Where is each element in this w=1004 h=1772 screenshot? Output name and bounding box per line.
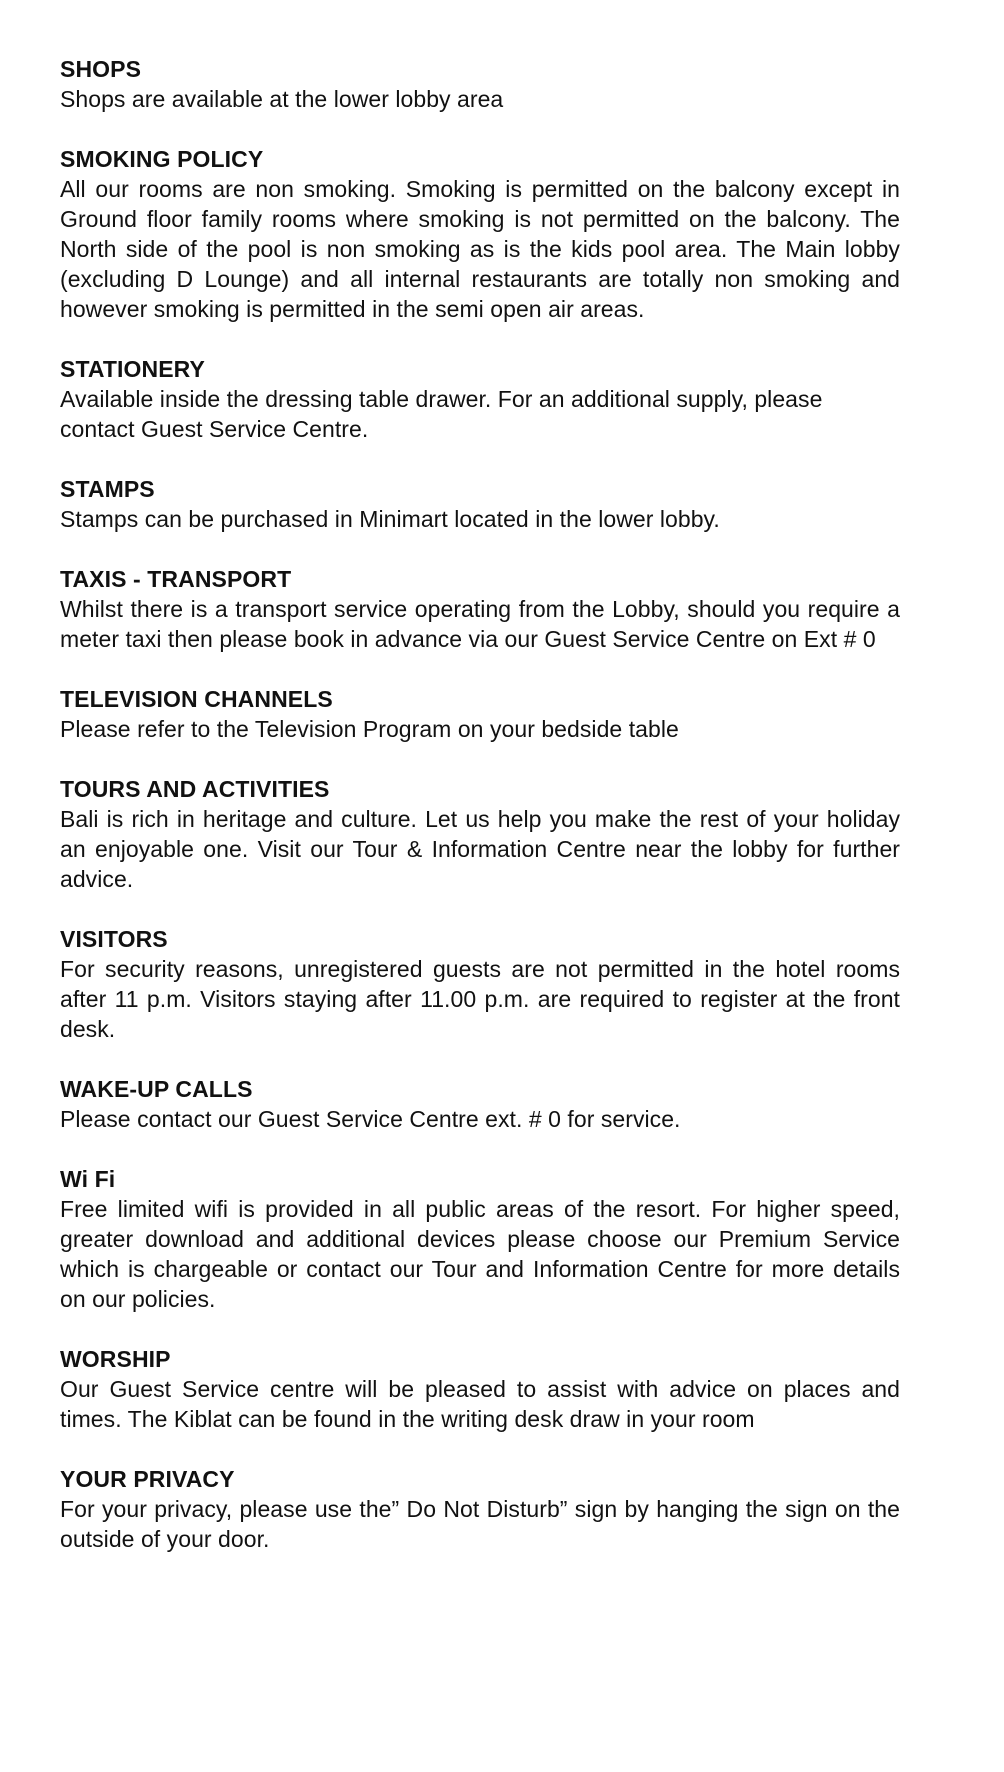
section-stationery bbox=[60, 354, 900, 444]
section-visitors bbox=[60, 924, 900, 1044]
section-body: Whilst there is a transport service operating from the Lobby, should you require a meter taxi then please book in advance via our Guest Service Centre on Ext # 0 bbox=[60, 596, 900, 652]
section-wake-up-calls bbox=[60, 1074, 900, 1134]
section-body: Please contact our Guest Service Centre ext. # 0 for service. bbox=[60, 1106, 681, 1132]
section-worship bbox=[60, 1344, 900, 1434]
section-body: For your privacy, please use the” Do Not Disturb” sign by hanging the sign on the outside of your door. bbox=[60, 1496, 900, 1552]
section-body: Free limited wifi is provided in all public areas of the resort. For higher speed, greater download and additional devices please choose our Premium Service which is chargeable or contact our Tour and Information Centre for more details on our policies. bbox=[60, 1196, 900, 1312]
document-page bbox=[60, 54, 900, 1584]
section-heading: TELEVISION CHANNELS bbox=[60, 686, 333, 712]
section-body: Please refer to the Television Program on your bedside table bbox=[60, 716, 679, 742]
section-heading: STATIONERY bbox=[60, 356, 205, 382]
section-body: Shops are available at the lower lobby area bbox=[60, 86, 504, 112]
section-heading: TAXIS - TRANSPORT bbox=[60, 566, 292, 592]
section-heading: VISITORS bbox=[60, 926, 168, 952]
section-body: Our Guest Service centre will be pleased to assist with advice on places and times. The Kiblat can be found in the writing desk draw in your room bbox=[60, 1376, 900, 1432]
section-television-channels bbox=[60, 684, 900, 744]
section-body: Stamps can be purchased in Minimart located in the lower lobby. bbox=[60, 506, 720, 532]
section-shops bbox=[60, 54, 900, 114]
section-wifi bbox=[60, 1164, 900, 1314]
section-heading: SHOPS bbox=[60, 56, 142, 82]
section-stamps bbox=[60, 474, 900, 534]
section-heading: WAKE-UP CALLS bbox=[60, 1076, 253, 1102]
section-your-privacy bbox=[60, 1464, 900, 1554]
section-heading: TOURS AND ACTIVITIES bbox=[60, 776, 330, 802]
section-heading: WORSHIP bbox=[60, 1346, 171, 1372]
section-body: Available inside the dressing table drawer. For an additional supply, please contact Guest Service Centre. bbox=[60, 386, 823, 442]
section-body: For security reasons, unregistered guests are not permitted in the hotel rooms after 11 p.m. Visitors staying after 11.00 p.m. are required to register at the front desk. bbox=[60, 956, 900, 1042]
section-heading: Wi Fi bbox=[60, 1166, 116, 1192]
section-body: All our rooms are non smoking. Smoking is permitted on the balcony except in Ground floor family rooms where smoking is not permitted on the balcony. The North side of the pool is non smoking as is the kids pool area. The Main lobby (excluding D Lounge) and all internal restaurants are totally non smoking and however smoking is permitted in the semi open air areas. bbox=[60, 176, 900, 322]
section-heading: YOUR PRIVACY bbox=[60, 1466, 235, 1492]
section-body: Bali is rich in heritage and culture. Let us help you make the rest of your holiday an enjoyable one. Visit our Tour & Information Centre near the lobby for further advice. bbox=[60, 806, 900, 892]
section-taxis-transport bbox=[60, 564, 900, 654]
section-smoking-policy bbox=[60, 144, 900, 324]
section-heading: SMOKING POLICY bbox=[60, 146, 264, 172]
section-tours-and-activities bbox=[60, 774, 900, 894]
section-heading: STAMPS bbox=[60, 476, 155, 502]
